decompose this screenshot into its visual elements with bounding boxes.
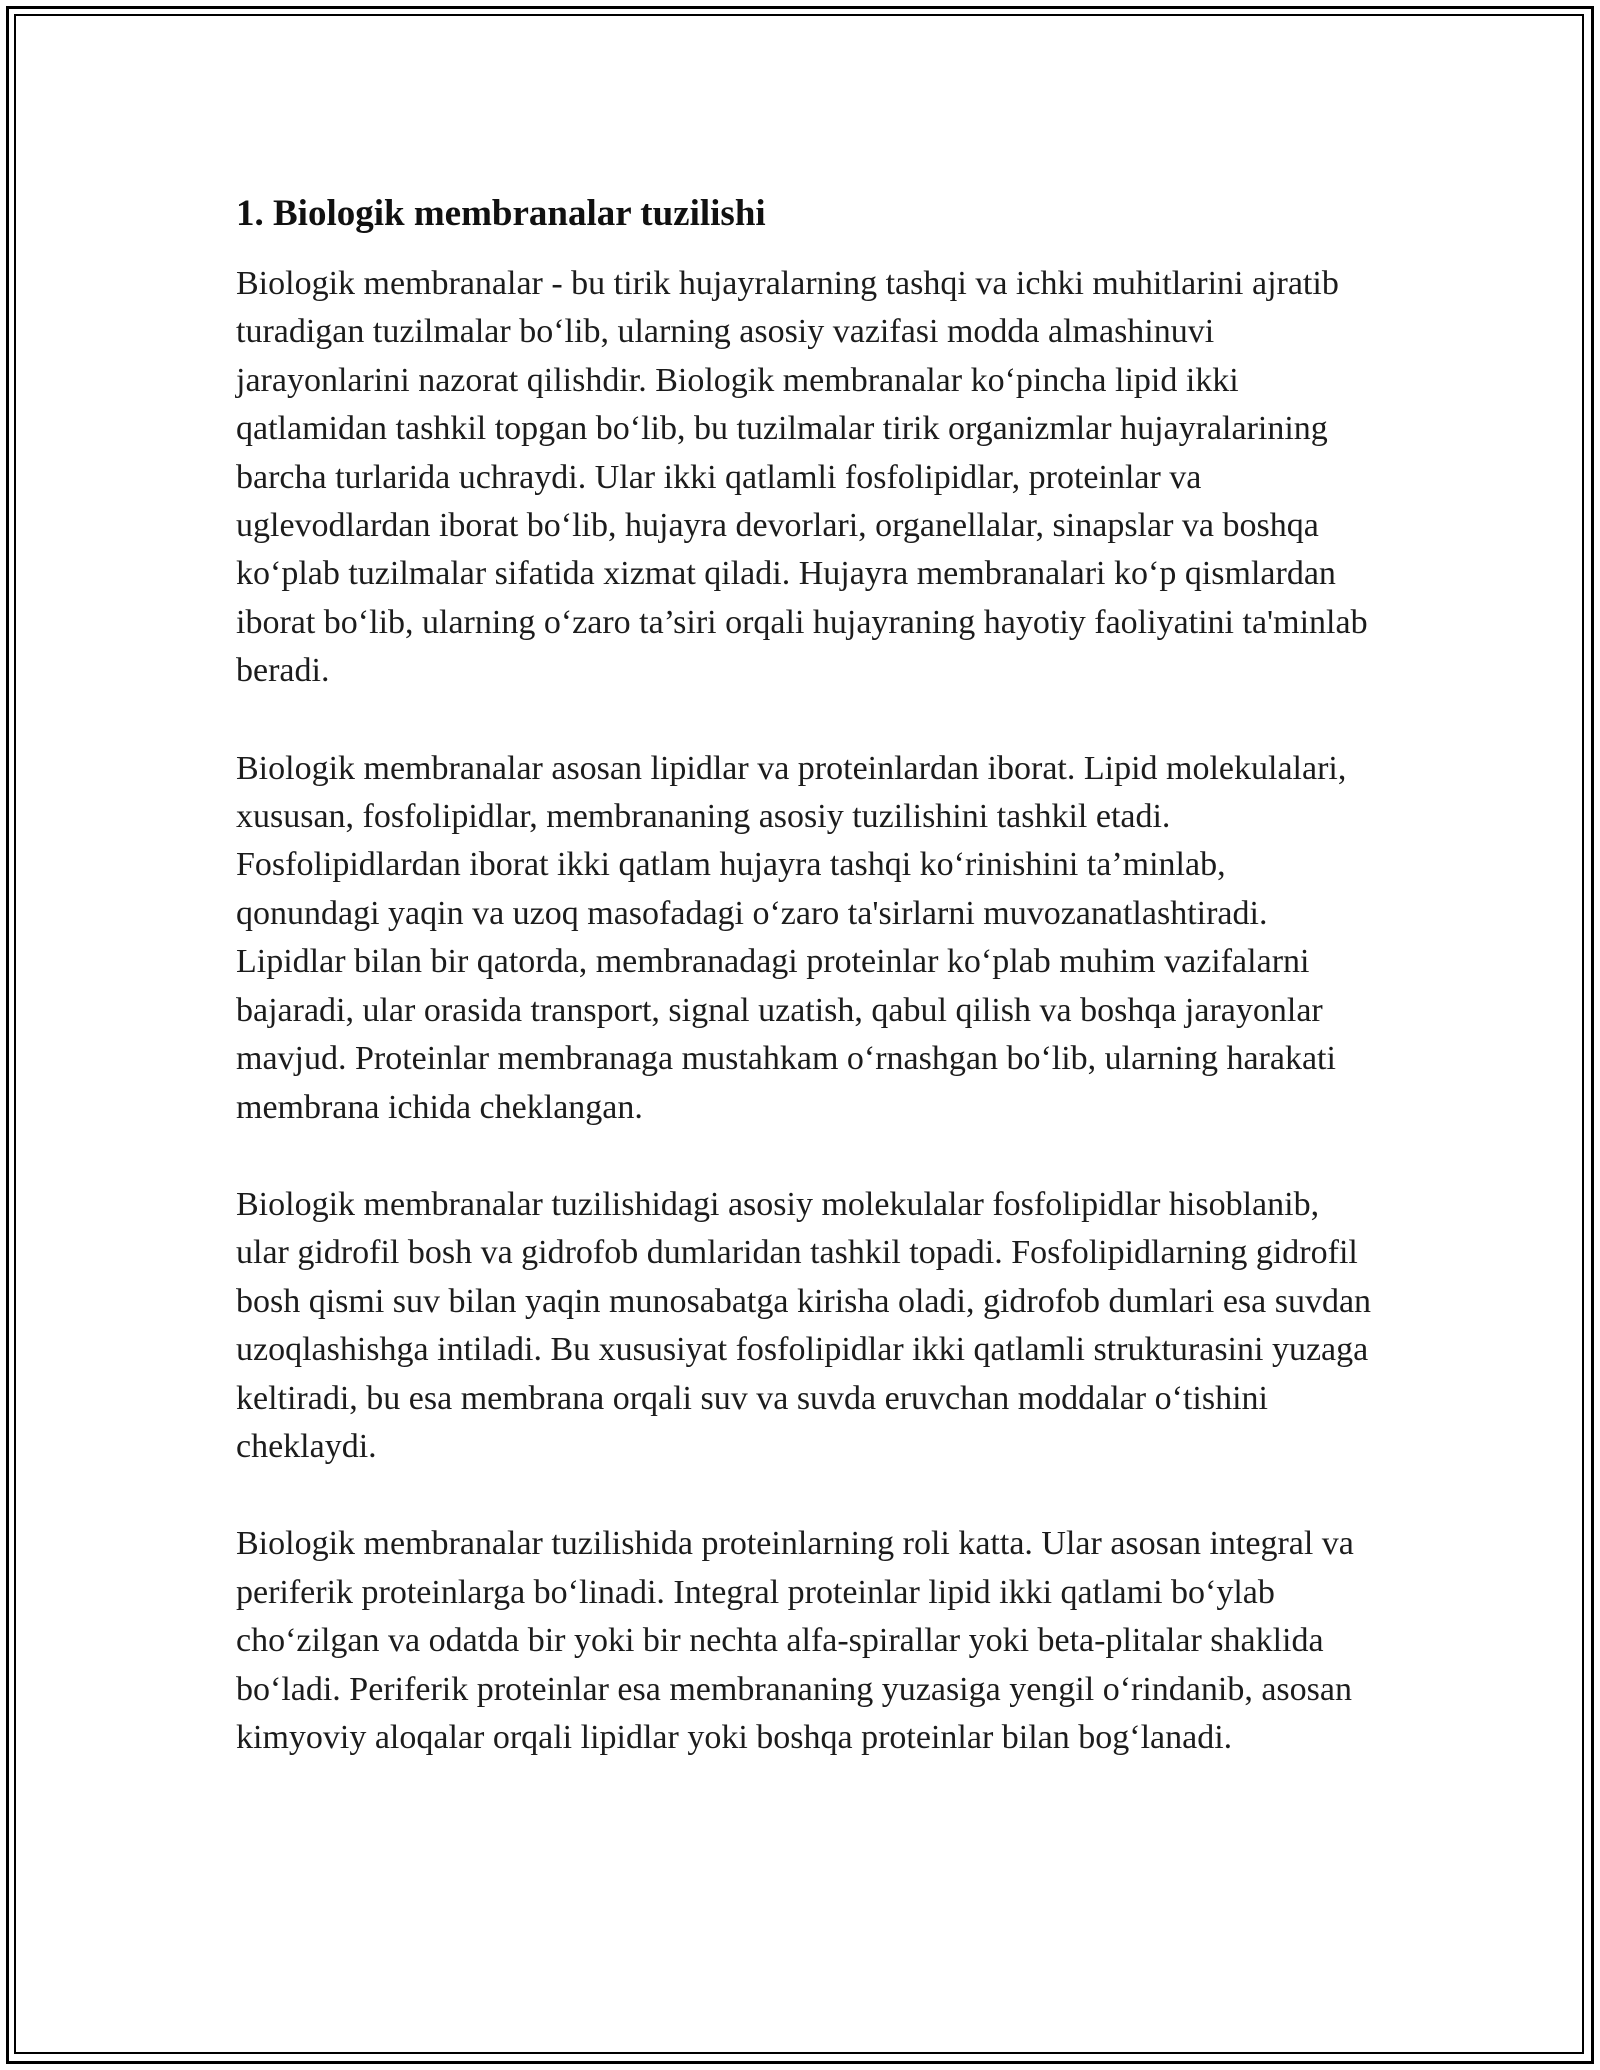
paragraph-3: Biologik membranalar tuzilishidagi asosiy molekulalar fosfolipidlar hisoblanib, ular gidrofil bosh va gidrofob dumlaridan tashkil topadi. Fosfolipidlarning gidrofil bosh qismi suv bilan yaqin munosabatga kirisha oladi, gidrofob dumlari esa suvdan uzoqlashishga intiladi. Bu xususiyat fosfolipidlar ikki qatlamli strukturasini yuzaga keltiradi, bu esa membrana orqali suv va suvda eruvchan moddalar o‘tishini cheklaydi. <box>236 1185 1372 1465</box>
section-heading: 1. Biologik membranalar tuzilishi <box>236 193 766 234</box>
paragraph-2: Biologik membranalar asosan lipidlar va proteinlardan iborat. Lipid molekulalari, xususan, fosfolipidlar, membrananing asosiy tuzilishini tashkil etadi. Fosfolipidlardan iborat ikki qatlam hujayra tashqi ko‘rinishini ta’minlab, qonundagi yaqin va uzoq masofadagi o‘zaro ta'sirlarni muvozanatlashtiradi. Lipidlar bilan bir qatorda, membranadagi proteinlar ko‘plab muhim vazifalarni bajaradi, ular orasida transport, signal uzatish, qabul qilish va boshqa jarayonlar mavjud. Proteinlar membranaga mustahkam o‘rnashgan bo‘lib, ularning harakati membrana ichida cheklangan. <box>236 749 1347 1126</box>
paragraph-4: Biologik membranalar tuzilishida proteinlarning roli katta. Ular asosan integral va periferik proteinlarga bo‘linadi. Integral proteinlar lipid ikki qatlami bo‘ylab cho‘zilgan va odatda bir yoki bir nechta alfa-spirallar yoki beta-plitalar shaklida bo‘ladi. Periferik proteinlar esa membrananing yuzasiga yengil o‘rindanib, asosan kimyoviy aloqalar orqali lipidlar yoki boshqa proteinlar bilan bog‘lanadi. <box>236 1525 1354 1756</box>
document-body <box>236 188 1376 1762</box>
paragraph-1: Biologik membranalar - bu tirik hujayralarning tashqi va ichki muhitlarini ajratib turadigan tuzilmalar bo‘lib, ularning asosiy vazifasi modda almashinuvi jarayonlarini nazorat qilishdir. Biologik membranalar ko‘pincha lipid ikki qatlamidan tashkil topgan bo‘lib, bu tuzilmalar tirik organizmlar hujayralarining barcha turlarida uchraydi. Ular ikki qatlamli fosfolipidlar, proteinlar va uglevodlardan iborat bo‘lib, hujayra devorlari, organellalar, sinapslar va boshqa ko‘plab tuzilmalar sifatida xizmat qiladi. Hujayra membranalari ko‘p qismlardan iborat bo‘lib, ularning o‘zaro ta’siri orqali hujayraning hayotiy faoliyatini ta'minlab beradi. <box>236 265 1368 690</box>
